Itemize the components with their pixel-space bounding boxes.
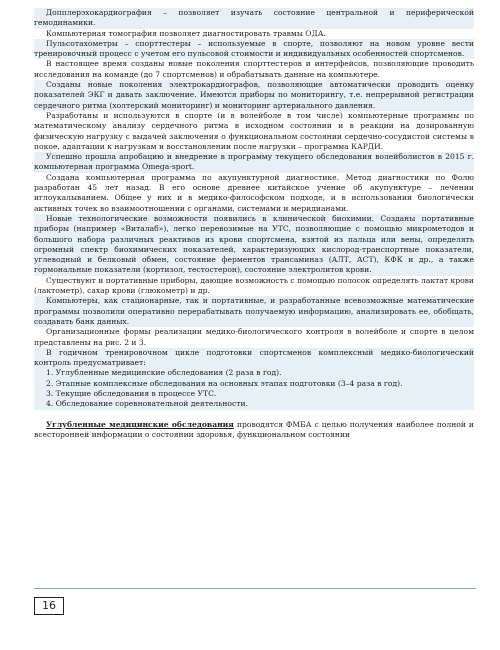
list-item: 1. Углубленные медицинские обследования (2 раза в год). — [46, 368, 282, 378]
list-item: 4. Обследование соревновательной деятельности. — [46, 399, 248, 409]
paragraph-computers: Компьютеры, как стационарные, так и портативные, и разработанные всевозможные математические программы позволили оперативно перерабатывать получаемую информацию, анализировать ее, обобщать, создавать банк данных. — [34, 296, 474, 326]
paragraph-omega-sport: Успешно прошла апробацию и внедрение в программу текущего обследования волейболистов в 2015 г. компьютерная программа Omega-sport. — [34, 152, 474, 172]
paragraph-in-depth-exams — [34, 420, 474, 441]
paragraph-doppler: Допплерэхокардиография – позволяет изучать состояние центральной и периферической гемодинамики. — [34, 8, 474, 28]
paragraph-pulse-meters: Пульсотахометры – спорттестеры – используемые в спорте, позволяют на новом уровне вести тренировочный процесс с учетом его пульсовой стоимости и индивидуальных особенностей спортсменов. — [34, 38, 474, 59]
paragraph-strips: Существуют и портативные приборы, дающие возможность с помощью полосок определять лактат крови (лактометр), сахар крови (глюкометр) и др. — [34, 275, 474, 296]
paragraph-new-sporttesters: В настоящее время созданы новые поколения спорттестеров и интерфейсов, позволяющие проводить исследования на команде (до 7 спортсменов) и обрабатывать данные на компьютере. — [34, 59, 474, 79]
spacer — [34, 410, 474, 420]
body-text — [34, 8, 474, 440]
paragraph-continuation: проводятся ФМБА с целью получения наиболее полной и всесторонней информации о состоянии здоровья, функциональном состоянии — [34, 419, 474, 439]
bold-term: Углубленные медицинские обследования — [46, 419, 234, 429]
paragraph-organizational-forms: Организационные формы реализации медико-биологического контроля в волейболе и спорте в целом представлены на рис. 2 и 3. — [34, 327, 474, 347]
page-number: 16 — [34, 597, 64, 615]
paragraph-acupuncture: Создана компьютерная программа по акупунктурной диагностике. Метод диагностики по Фолю разработан 45 лет назад. В его основе древнее китайское учение об акупунктуре – лечении иглоукалыванием. Общее у них и в медико-философском подходе, и в использовании биологически активных точек во взаимоотношении с органами, системами и меридианами. — [34, 172, 474, 213]
bottom-rule — [34, 588, 476, 589]
examinations-list — [34, 368, 474, 409]
list-item: 2. Этапные комплексные обследования на основных этапах подготовки (3–4 раза в год). — [46, 378, 403, 388]
list-item: 3. Текущие обследования в процессе УТС. — [46, 388, 217, 398]
paragraph-biochemistry: Новые технологические возможности появились в клинической биохимии. Созданы портативные приборы (например «Виталаб»), легко перевозимые на УТС, позволяющие с помощью микрометодов и большого набора различных реактивов из крови спортсмена, взятой из пальца или вены, определять огромный спектр биохимических показателей, характеризующих кислород-транспортные показатели, углеводный и белковый обмен, состояние ферментов трансаминаз (АЛТ, АСТ), КФК и др., а также гормональные показатели (кортизол, тестостерон), состояние электролитов крови. — [34, 213, 474, 275]
paragraph-annual-cycle: В годичном тренировочном цикле подготовки спортсменов комплексный медико-биологический контроль предусматривает: — [34, 347, 474, 368]
paragraph-ecg: Созданы новые поколения электрокардиографов, позволяющие автоматически проводить оценку показателей ЭКГ и давать заключение. Имеются приборы по мониторингу, т.е. непрерывной регистрации сердечного ритма (холтерский мониторинг) и мониторинг артериального давления. — [34, 80, 474, 110]
paragraph-tomography: Компьютерная томография позволяет диагностировать травмы ОДА. — [46, 28, 326, 38]
paragraph-kardi: Разработаны и используются в спорте (и в волейболе в том числе) компьютерные программы по математическому анализу сердечного ритма в исходном состоянии и в реакции на дозированную физическую нагрузку с выдачей заключения о функциональном состоянии сердечно-сосудистой системы в покое, адаптации к нагрузкам и восстановлении после нагрузки – программа КАРДИ. — [34, 110, 474, 151]
